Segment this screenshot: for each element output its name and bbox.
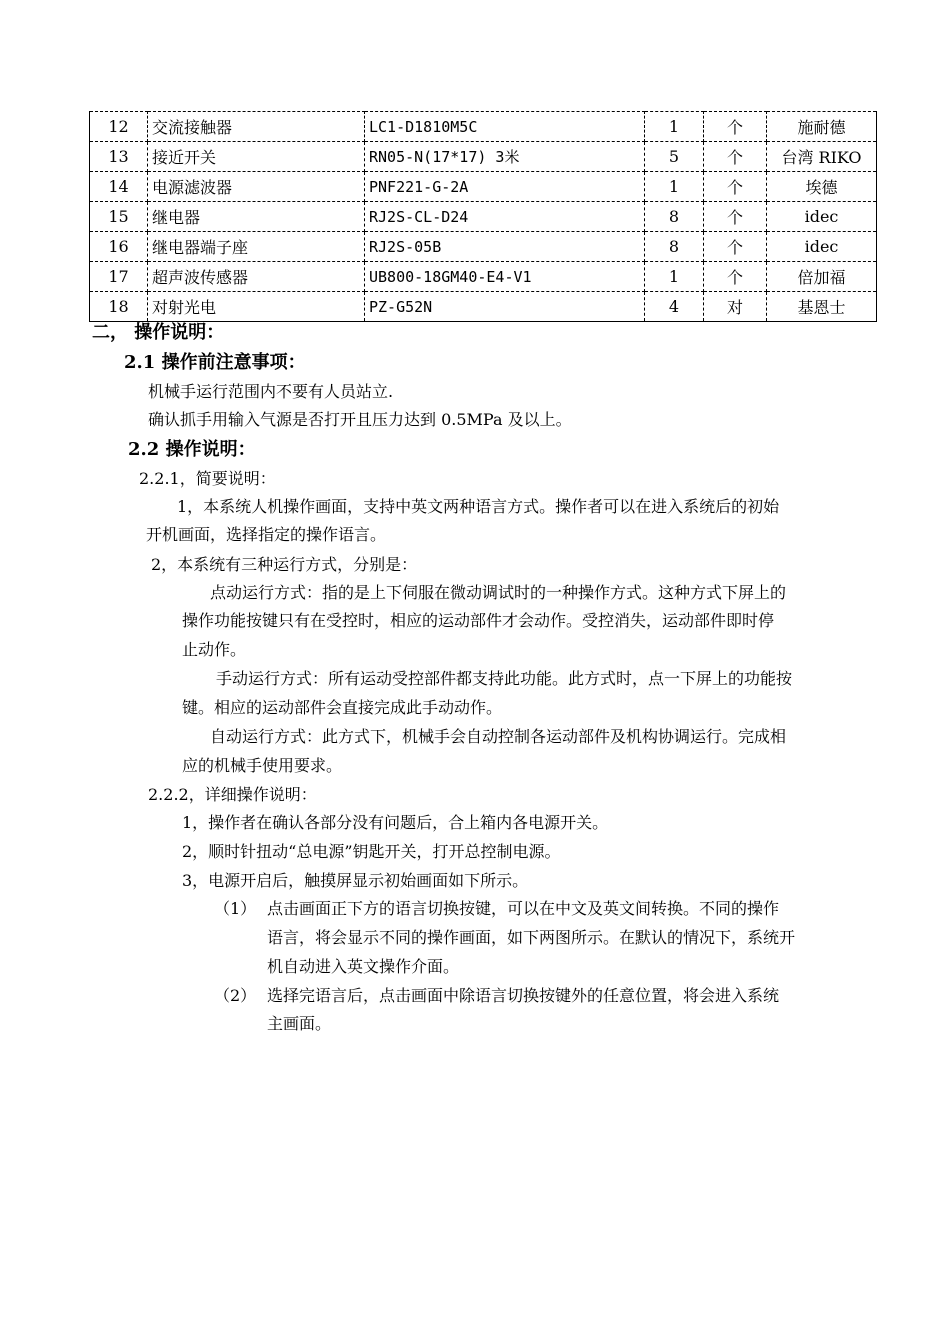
part-name-cell: 继电器端子座: [148, 232, 365, 262]
part-quantity-cell: 1: [645, 112, 704, 142]
part-name-cell: 超声波传感器: [148, 262, 365, 292]
part-brand-cell: 基恩士: [767, 292, 877, 322]
table-row: [90, 202, 877, 232]
substep-2-line-2: 主画面。: [267, 1014, 332, 1033]
part-brand-cell: idec: [767, 202, 877, 232]
part-quantity-cell: 8: [645, 232, 704, 262]
part-model-cell: UB800-18GM40-E4-V1: [365, 262, 645, 292]
part-name-cell: 对射光电: [148, 292, 365, 322]
part-model-cell: RN05-N(17*17) 3米: [365, 142, 645, 172]
part-unit-cell: 个: [704, 202, 767, 232]
jog-mode-line-1: 点动运行方式：指的是上下伺服在微动调试时的一种操作方式。这种方式下屏上的: [210, 583, 787, 602]
part-quantity-cell: 8: [645, 202, 704, 232]
part-quantity-cell: 5: [645, 142, 704, 172]
part-model-cell: LC1-D1810M5C: [365, 112, 645, 142]
table-row: [90, 172, 877, 202]
section-2-2-1-heading: 2.2.1，简要说明：: [139, 469, 276, 488]
substep-1-line-2: 语言，将会显示不同的操作画面，如下两图所示。在默认的情况下，系统开: [267, 928, 796, 947]
part-model-cell: RJ2S-CL-D24: [365, 202, 645, 232]
parts-table: [89, 111, 877, 322]
part-model-cell: PZ-G52N: [365, 292, 645, 322]
substep-2-line-1: 选择完语言后，点击画面中除语言切换按键外的任意位置，将会进入系统: [267, 986, 780, 1005]
substep-1-line-1: 点击画面正下方的语言切换按键，可以在中文及英文间转换。不同的操作: [267, 899, 780, 918]
precaution-line-1: 机械手运行范围内不要有人员站立.: [148, 382, 394, 401]
part-quantity-cell: 4: [645, 292, 704, 322]
row-number-cell: 15: [90, 202, 148, 232]
row-number-cell: 13: [90, 142, 148, 172]
part-unit-cell: 个: [704, 112, 767, 142]
part-name-cell: 交流接触器: [148, 112, 365, 142]
section-2-2-heading: 2.2 操作说明：: [128, 439, 256, 460]
table-row: [90, 112, 877, 142]
jog-mode-line-3: 止动作。: [182, 640, 247, 659]
part-brand-cell: 施耐德: [767, 112, 877, 142]
section-2-2-2-heading: 2.2.2，详细操作说明：: [148, 785, 317, 804]
manual-mode-line-2: 键。相应的运动部件会直接完成此手动动作。: [182, 698, 503, 717]
jog-mode-line-2: 操作功能按键只有在受控时，相应的运动部件才会动作。受控消失，运动部件即时停: [182, 611, 775, 630]
table-row: [90, 262, 877, 292]
section-2-1-heading: 2.1 操作前注意事项：: [124, 352, 306, 373]
part-model-cell: RJ2S-05B: [365, 232, 645, 262]
part-brand-cell: 埃德: [767, 172, 877, 202]
precaution-line-2: 确认抓手用输入气源是否打开且压力达到 0.5MPa 及以上。: [148, 410, 572, 429]
part-name-cell: 接近开关: [148, 142, 365, 172]
table-row: [90, 142, 877, 172]
row-number-cell: 17: [90, 262, 148, 292]
step-3: 3，电源开启后，触摸屏显示初始画面如下所示。: [182, 871, 529, 890]
table-row: [90, 292, 877, 322]
auto-mode-line-1: 自动运行方式：此方式下，机械手会自动控制各运动部件及机构协调运行。完成相: [210, 727, 787, 746]
row-number-cell: 16: [90, 232, 148, 262]
part-unit-cell: 个: [704, 172, 767, 202]
row-number-cell: 14: [90, 172, 148, 202]
part-quantity-cell: 1: [645, 172, 704, 202]
part-quantity-cell: 1: [645, 262, 704, 292]
paragraph-1-line-1: 1，本系统人机操作画面，支持中英文两种语言方式。操作者可以在进入系统后的初始: [177, 497, 780, 516]
part-name-cell: 电源滤波器: [148, 172, 365, 202]
substep-1-marker: （1）: [214, 899, 257, 918]
paragraph-2-line: 2，本系统有三种运行方式，分别是：: [151, 555, 418, 574]
step-2: 2，顺时针扭动“总电源”钥匙开关，打开总控制电源。: [182, 842, 561, 861]
part-unit-cell: 个: [704, 262, 767, 292]
row-number-cell: 18: [90, 292, 148, 322]
part-unit-cell: 个: [704, 232, 767, 262]
paragraph-1-line-2: 开机画面，选择指定的操作语言。: [146, 525, 387, 544]
part-brand-cell: 倍加福: [767, 262, 877, 292]
part-unit-cell: 对: [704, 292, 767, 322]
row-number-cell: 12: [90, 112, 148, 142]
table-row: [90, 232, 877, 262]
manual-mode-line-1: 手动运行方式：所有运动受控部件都支持此功能。此方式时，点一下屏上的功能按: [216, 669, 793, 688]
substep-2-marker: （2）: [214, 986, 257, 1005]
section-2-heading: 二， 操作说明：: [92, 322, 225, 343]
substep-1-line-3: 机自动进入英文操作介面。: [267, 957, 460, 976]
step-1: 1，操作者在确认各部分没有问题后，合上箱内各电源开关。: [182, 813, 609, 832]
part-brand-cell: 台湾 RIKO: [767, 142, 877, 172]
part-name-cell: 继电器: [148, 202, 365, 232]
part-model-cell: PNF221-G-2A: [365, 172, 645, 202]
part-brand-cell: idec: [767, 232, 877, 262]
part-unit-cell: 个: [704, 142, 767, 172]
auto-mode-line-2: 应的机械手使用要求。: [182, 756, 343, 775]
parts-table-body: [90, 112, 877, 322]
